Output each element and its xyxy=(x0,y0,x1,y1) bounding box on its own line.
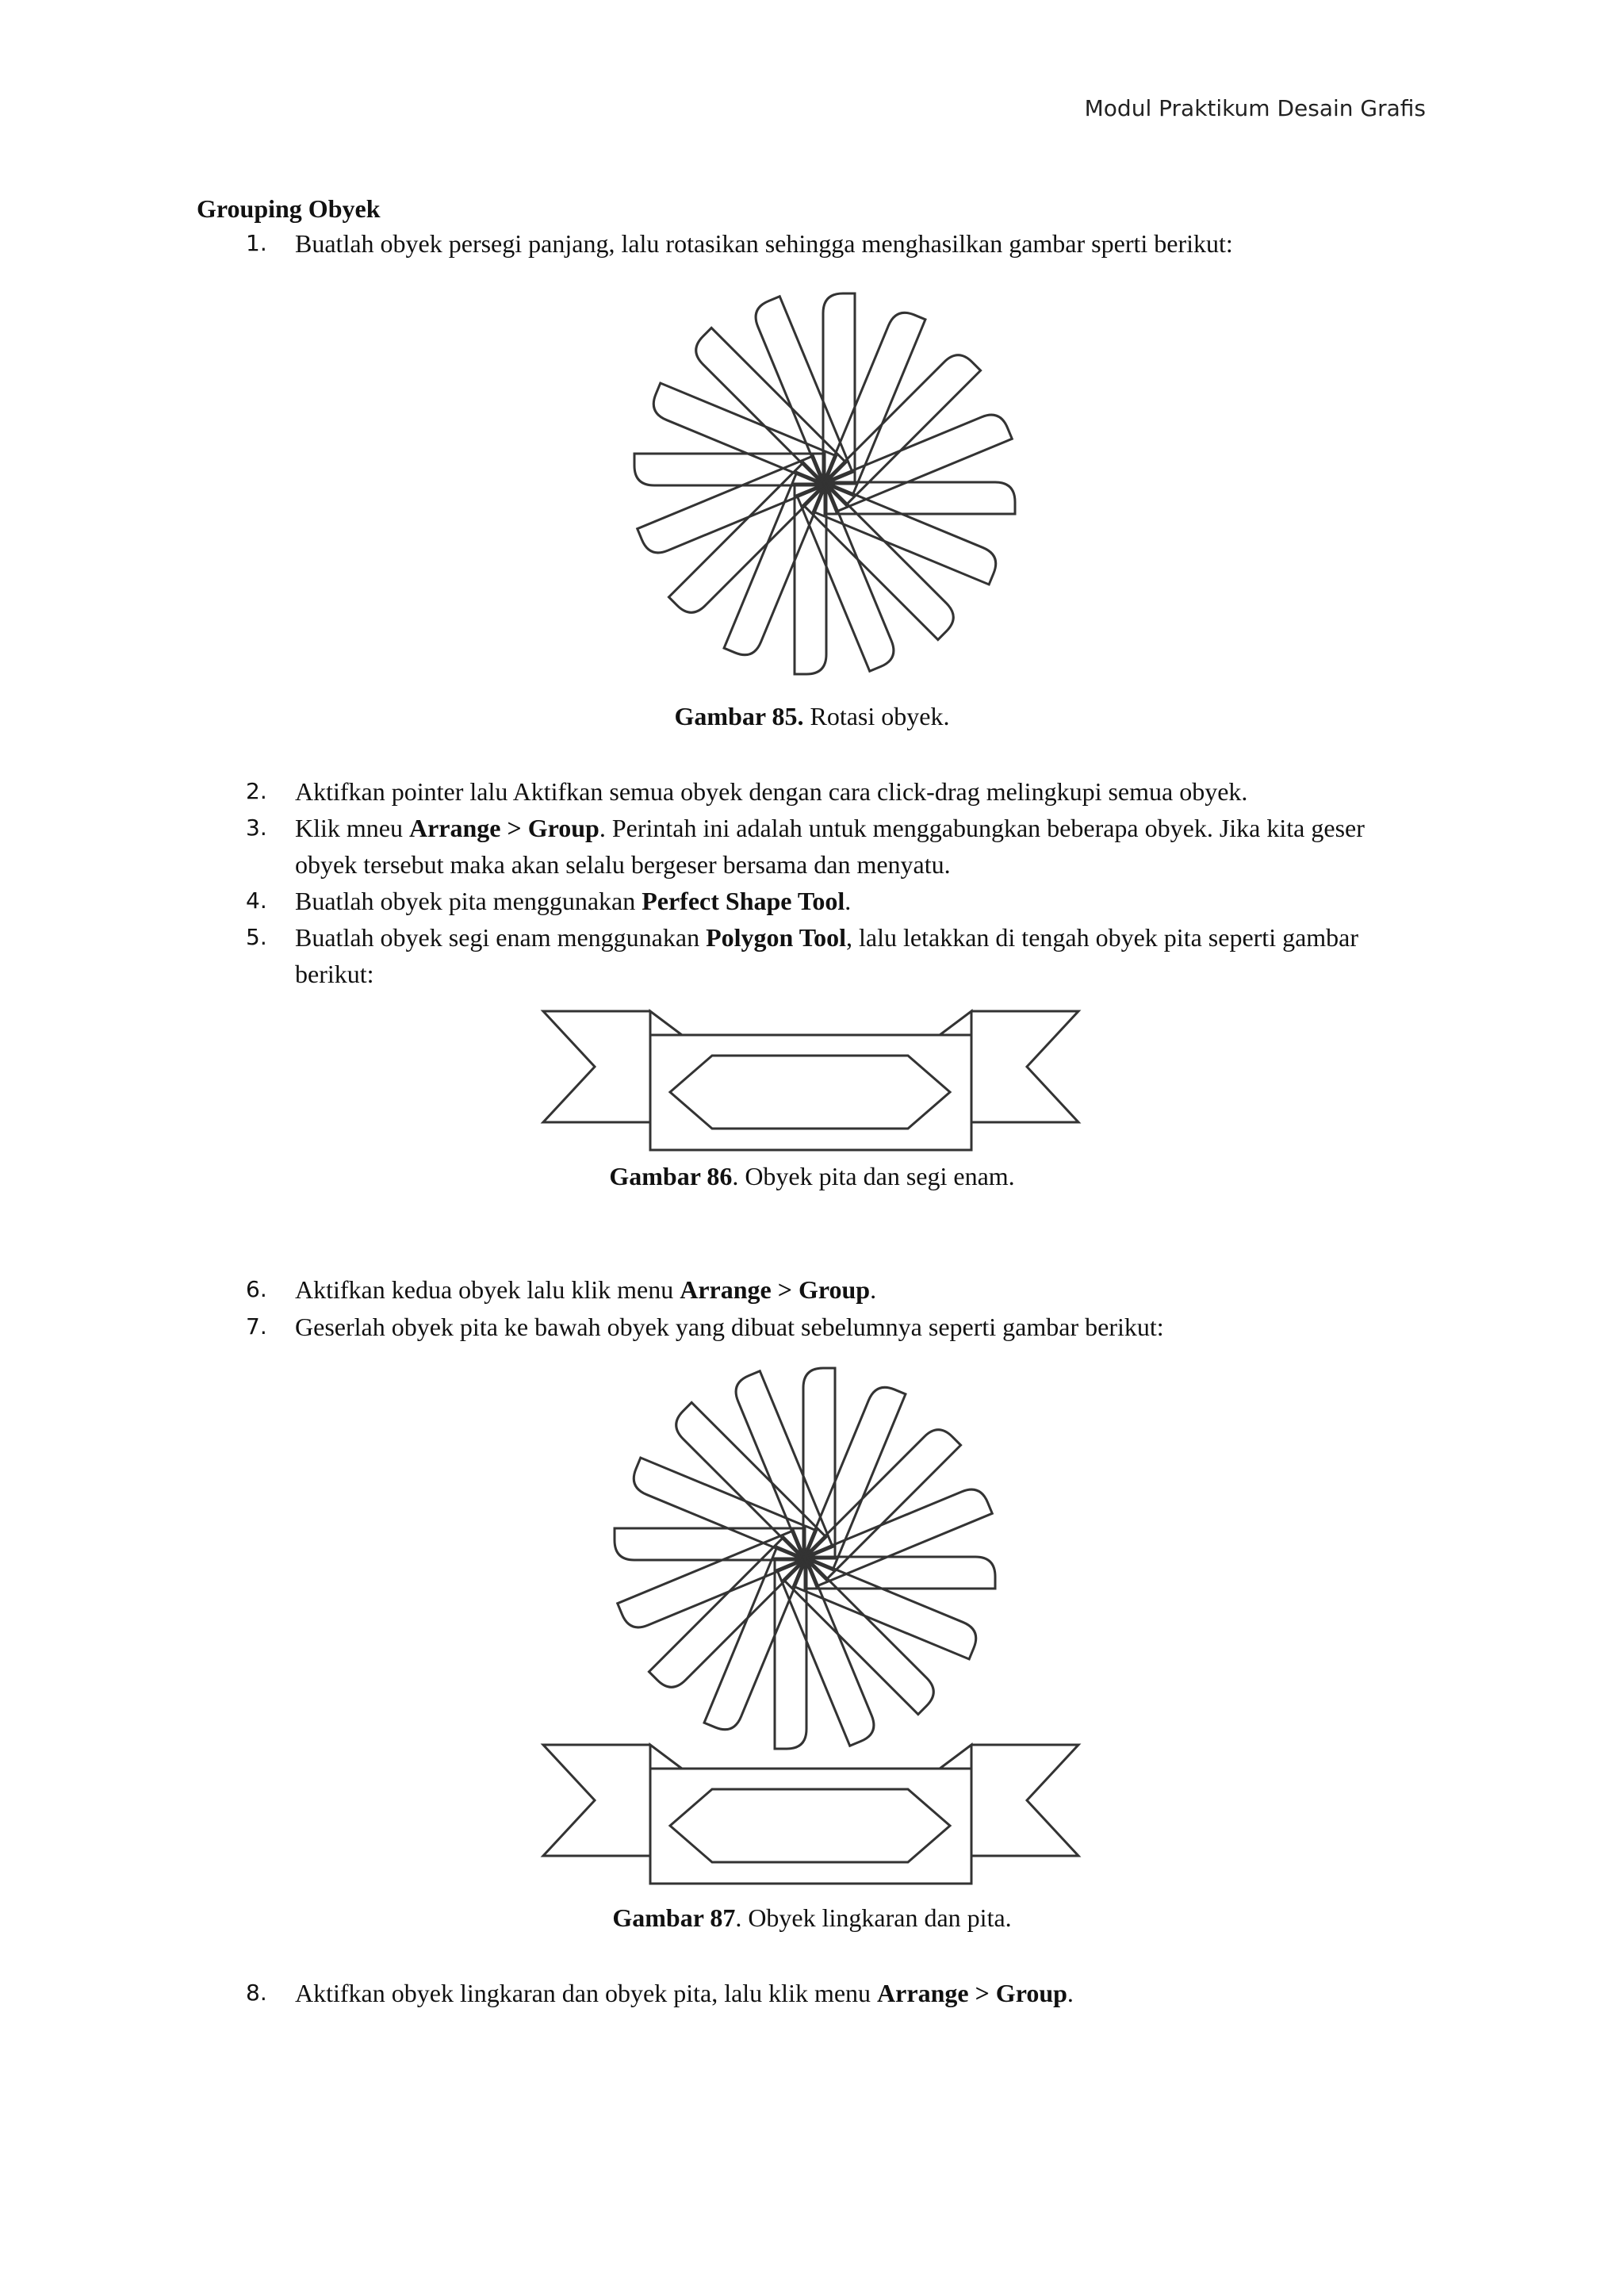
step-text-run: . xyxy=(1067,1979,1074,2007)
step-item xyxy=(197,225,1410,262)
figure-caption xyxy=(0,1162,1624,1191)
rotated-rectangles-group xyxy=(615,1368,995,1749)
step-number: 2. xyxy=(246,778,267,804)
running-header: Modul Praktikum Desain Grafis xyxy=(1084,95,1426,121)
step-number: 6. xyxy=(246,1276,267,1302)
step-text-run: . Perintah ini adalah untuk menggabungkan beberapa obyek. Jika kita geser obyek tersebut maka akan selalu bergeser bersama dan menyatu. xyxy=(295,814,1365,879)
step-text-run: Geserlah obyek pita ke bawah obyek yang dibuat sebelumnya seperti gambar berikut: xyxy=(295,1313,1164,1341)
step-text-bold: Arrange > Group xyxy=(680,1275,871,1304)
step-text-run: , lalu letakkan di tengah obyek pita seperti gambar berikut: xyxy=(295,923,1359,988)
figure-caption-text: . Obyek pita dan segi enam. xyxy=(732,1162,1015,1190)
step-item xyxy=(197,883,1410,919)
step-item xyxy=(197,1975,1410,2011)
figure-caption-text: . Obyek lingkaran dan pita. xyxy=(735,1903,1012,1932)
step-number: 4. xyxy=(246,887,267,914)
step-text-bold: Perfect Shape Tool xyxy=(642,887,845,915)
figure-caption xyxy=(0,702,1624,731)
figure-label: Gambar 87 xyxy=(612,1903,736,1932)
hexagon-shape xyxy=(670,1789,950,1862)
figure-label: Gambar 85. xyxy=(674,702,804,730)
step-text xyxy=(295,919,1410,992)
step-text xyxy=(295,1975,1410,2011)
step-text-run: Buatlah obyek persegi panjang, lalu rotasikan sehingga menghasilkan gambar sperti berikut: xyxy=(295,229,1233,258)
step-number: 8. xyxy=(246,1980,267,2006)
step-text-bold: Polygon Tool xyxy=(706,923,847,952)
step-item xyxy=(197,919,1410,992)
step-text-run: Klik mneu xyxy=(295,814,409,842)
rotated-rectangles-ribbon-figure xyxy=(539,1364,1086,1888)
rotated-rectangles-figure xyxy=(622,274,1027,686)
step-text-run: Aktifkan kedua obyek lalu klik menu xyxy=(295,1275,680,1304)
figure-label: Gambar 86 xyxy=(609,1162,733,1190)
step-text-run: . xyxy=(870,1275,877,1304)
step-item xyxy=(197,1271,1410,1308)
ribbon-shape xyxy=(543,1745,1078,1884)
step-text xyxy=(295,883,1410,919)
step-item xyxy=(197,1309,1410,1345)
step-text-run: Buatlah obyek pita menggunakan xyxy=(295,887,642,915)
step-text-run: . xyxy=(845,887,852,915)
step-text-bold: Arrange > Group xyxy=(877,1979,1067,2007)
step-number: 7. xyxy=(246,1313,267,1340)
step-text xyxy=(295,225,1410,262)
hexagon-shape xyxy=(670,1056,950,1129)
figure-caption-text: Rotasi obyek. xyxy=(803,702,950,730)
step-text-run: Aktifkan pointer lalu Aktifkan semua obyek dengan cara click-drag melingkupi semua obyek. xyxy=(295,777,1248,806)
step-text xyxy=(295,1271,1410,1308)
step-number: 3. xyxy=(246,815,267,841)
step-text-run: Buatlah obyek segi enam menggunakan xyxy=(295,923,707,952)
step-text xyxy=(295,810,1410,883)
step-text-run: Aktifkan obyek lingkaran dan obyek pita, lalu klik menu xyxy=(295,1979,878,2007)
step-text-bold: Arrange > Group xyxy=(408,814,599,842)
figure-caption xyxy=(0,1903,1624,1933)
ribbon-hexagon-figure xyxy=(539,1011,1086,1154)
step-text xyxy=(295,1309,1410,1345)
rotated-rectangles-group xyxy=(634,293,1015,674)
step-number: 1. xyxy=(246,230,267,256)
step-item xyxy=(197,773,1410,810)
section-title: Grouping Obyek xyxy=(197,194,381,223)
step-text xyxy=(295,773,1410,810)
step-number: 5. xyxy=(246,924,267,950)
step-item xyxy=(197,810,1410,883)
